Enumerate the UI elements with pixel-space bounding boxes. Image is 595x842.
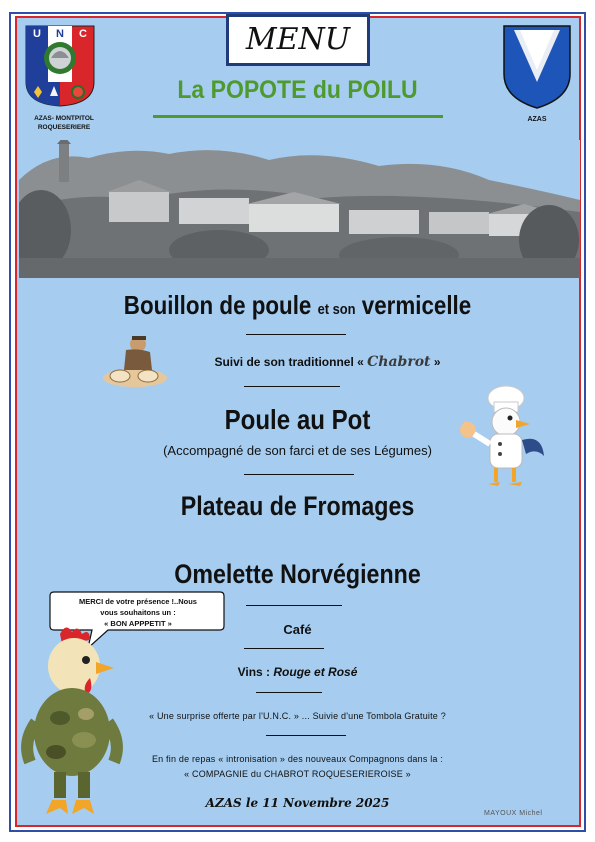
soldier-rooster-icon <box>16 622 128 822</box>
title-underline <box>153 115 443 118</box>
separator-1 <box>246 334 346 335</box>
chef-rooster-icon <box>456 384 550 490</box>
author-signature: MAYOUX Michel <box>484 810 543 817</box>
course1-main: Bouillon de poule <box>123 290 312 320</box>
intro-line1: En fin de repas « intronisation » des nouveaux Compagnons dans la : <box>151 754 444 764</box>
event-date: AZAS le 11 Novembre 2025 <box>205 796 390 810</box>
logo-left-caption <box>14 114 114 132</box>
chabrot-word: Chabrot <box>367 354 431 370</box>
speech-line3: « BON APPPETIT » <box>104 619 172 628</box>
coffee: Café <box>283 622 312 637</box>
wine-value: Rouge et Rosé <box>273 665 358 679</box>
surprise-line: « Une surprise offerte par l'U.N.C. » ... Suivie d'une Tombola Gratuite ? <box>149 711 446 721</box>
logo-right-caption: AZAS <box>527 116 547 123</box>
logo-letter-n: N <box>56 28 64 40</box>
azas-shield-icon <box>502 24 572 110</box>
course-bouillon <box>42 287 554 328</box>
course1-join: et son <box>317 301 356 318</box>
speech-line1: MERCI de votre présence !..Nous <box>79 597 197 606</box>
menu-label: MENU <box>245 22 351 57</box>
chabrot-suffix: » <box>430 355 441 369</box>
chabrot-line <box>30 353 595 371</box>
course1-end: vermicelle <box>361 290 472 320</box>
course-omelette: Omelette Norvégienne <box>174 559 421 589</box>
village-photo <box>19 140 580 278</box>
separator-4 <box>246 605 342 606</box>
separator-3 <box>244 474 354 475</box>
wine-label: Vins : <box>237 665 274 679</box>
logo-letter-c: C <box>79 28 87 40</box>
logo-left-caption-line2: ROQUESERIERE <box>37 124 91 131</box>
speech-line2: vous souhaitons un : <box>100 608 176 617</box>
intro-line2: « COMPAGNIE du CHABROT ROQUESERIEROISE » <box>184 769 411 779</box>
unc-logo <box>24 24 96 108</box>
page-title: La POPOTE du POILU <box>177 76 418 104</box>
course2-note: (Accompagné de son farci et de ses Légumes) <box>163 443 432 458</box>
chabrot-prefix: Suivi de son traditionnel « <box>214 355 368 369</box>
separator-6 <box>256 692 322 693</box>
course-fromages: Plateau de Fromages <box>180 491 415 521</box>
menu-label-box <box>226 14 370 66</box>
logo-letter-u: U <box>33 28 41 40</box>
separator-2 <box>244 386 340 387</box>
separator-5 <box>244 648 324 649</box>
course-poule-au-pot: Poule au Pot <box>224 404 371 435</box>
logo-left-caption-line1: AZAS- MONTPITOL <box>34 115 94 122</box>
separator-7 <box>266 735 346 736</box>
